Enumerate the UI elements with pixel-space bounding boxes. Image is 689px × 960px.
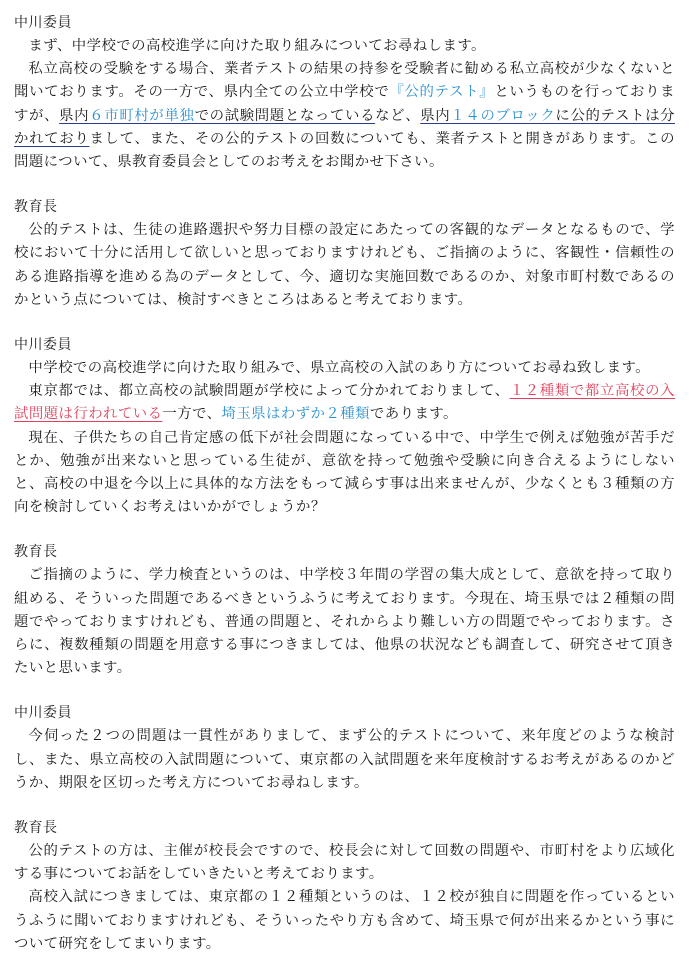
highlight-term: 『公的テスト』 [389,84,495,101]
highlight-term: １４のブロック [450,107,556,124]
text-run: 東京都では、都立高校の試験問題が学校によって分かれておりまして、 [28,383,510,400]
text-run: 私立高校の受験をする場合、業者テストの結果の持参を受験者に勧める私立高校が少なくないと聞いております。その一方で、県内全ての公立中学校で [14,61,675,101]
underlined-phrase: での試験問題となっている [194,107,376,124]
paragraph [14,380,675,426]
qa-block [14,195,675,312]
highlight-term: 埼玉県はわずか２種類 [221,406,370,423]
text-run: 今伺った２つの問題は一貫性がありまして、まず公的テストについて、来年度どのような検討し、また、県立高校の入試問題について、東京都の入試問題を来年度検討するお考えがあるのかどうか、期限を区切った考え方についてお尋ねします。 [14,728,675,791]
underlined-phrase: に公的テストは分かれており [14,107,675,147]
paragraph [14,725,675,795]
qa-block [14,816,675,956]
text-run: 公的テストの方は、主催が校長会ですので、校長会に対して回数の問題や、市町村をより広域化する事についてお話をしていきたいと考えております。 [14,843,675,883]
paragraph [14,840,675,886]
text-run: であります。 [369,406,458,423]
paragraph [14,357,675,380]
qa-block [14,540,675,680]
qa-block [14,333,675,519]
text-run: 一方で、 [162,406,222,423]
text-run: 中学校での高校進学に向けた取り組みで、県立高校の入試のあり方についてお尋ね致します。 [28,360,650,377]
text-run: まず、中学校での高校進学に向けた取り組みについてお尋ねします。 [28,38,486,54]
qa-block [14,701,675,795]
speaker-label: 中川委員 [14,15,72,31]
text-run: まして、また、その公的テストの回数についても、業者テストと開きがあります。この問題について、県教育委員会としてのお考えをお聞かせ下さい。 [14,130,675,171]
paragraph [14,35,675,58]
underlined-phrase: 県内 [420,107,451,124]
highlight-term: ６市町村が単独 [89,107,195,124]
speaker-label: 中川委員 [14,337,72,354]
paragraph [14,58,675,174]
highlight-phrase-red: １２種類で都立高校の入試問題は行われている [14,383,675,423]
underlined-phrase: 県内 [59,107,90,124]
speaker-label: 教育長 [14,820,58,837]
paragraph [14,564,675,680]
text-run: 高校入試につきましては、東京都の１２種類というのは、１２校が独自に問題を作っているというふうに聞いておりますけれども、そういったやり方も含めて、埼玉県で何が出来るかという事について研究をしてまいります。 [14,889,675,952]
text-run: 公的テストは、生徒の進路選択や努力目標の設定にあたっての客観的なデータとなるもので、学校において十分に活用して欲しいと思っておりますけれども、ご指摘のように、客観性・信頼性のある進路指導を進める為のデータとして、今、適切な実施回数であるのか、対象市町村数であるのかという点については、検討すべきところはあると考えております。 [14,222,675,308]
paragraph [14,219,675,312]
text-run: というものを行っておりますが、 [14,84,676,124]
paragraph [14,427,675,520]
speaker-label: 中川委員 [14,705,72,722]
text-run: ご指摘のように、学力検査というのは、中学校３年間の学習の集大成として、意欲を持って取り組める、そういった問題であるべきというふうに考えております。今現在、埼玉県では２種類の問題でやっておりますけれども、普通の問題と、それからより難しい方の問題でやっております。さらに、複数種類の問題を用意する事につきましては、他県の状況なども調査して、研究させて頂きたいと思います。 [14,567,675,677]
speaker-label: 教育長 [14,544,58,561]
text-run: 現在、子供たちの自己肯定感の低下が社会問題になっている中で、中学生で例えば勉強が苦手だとか、勉強が出来ないと思っている生徒が、意欲を持って勉強や受験に向き合えるようにしないと、高校の中退を今以上に具体的な方法をもって減らす事は出来ませんが、少なくとも３種類の方向を検討していくお考えはいかがでしょうか？ [14,429,675,516]
paragraph [14,886,675,956]
speaker-label: 教育長 [14,199,58,216]
text-run: など、 [375,107,421,124]
qa-block [14,11,675,174]
